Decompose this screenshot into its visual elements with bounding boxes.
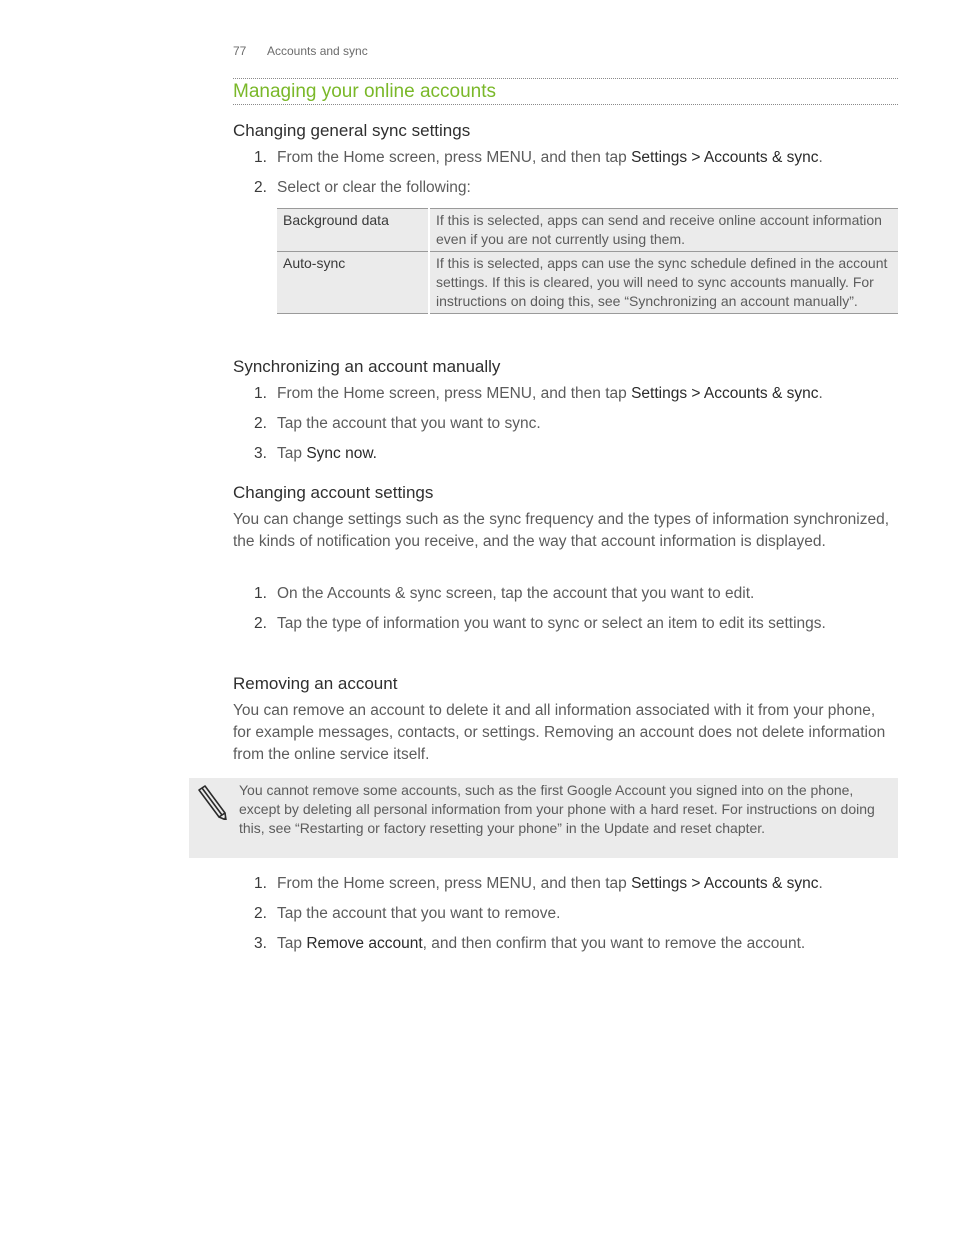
pencil-icon (195, 784, 229, 820)
step-number: 1. (254, 875, 267, 892)
step-item: 2. Select or clear the following: (254, 177, 894, 199)
sync-options-table (277, 208, 898, 314)
chapter-name: Accounts and sync (267, 44, 368, 58)
heading-manual-sync: Synchronizing an account manually (233, 357, 501, 376)
step-item: 2. Tap the account that you want to remove. (254, 903, 894, 925)
table-row (277, 209, 898, 252)
step-number: 1. (254, 385, 267, 402)
option-description: If this is selected, apps can use the sync schedule defined in the account settings. If this is cleared, you will need to sync accounts manually. For instructions on doing this, see “Synchronizing an account manually”. (429, 252, 898, 314)
step-number: 2. (254, 415, 267, 432)
steps-manual-sync (254, 383, 894, 473)
step-number: 2. (254, 615, 267, 632)
ui-label: Settings > Accounts & sync (631, 149, 819, 166)
top-dotted-rule (233, 78, 898, 79)
step-item: 3. Tap Remove account, and then confirm that you want to remove the account. (254, 933, 894, 955)
steps-remove-account (254, 873, 894, 963)
step-item: 2. Tap the type of information you want to sync or select an item to edit its settings. (254, 613, 894, 635)
ui-label: Remove account (306, 935, 423, 952)
note-text: You cannot remove some accounts, such as the first Google Account you signed into on the phone, except by deleting all personal information from your phone with a hard reset. For instructions on doing this, see “Restarting or factory resetting your phone” in the Update and reset chapter. (239, 782, 875, 836)
remove-account-intro: You can remove an account to delete it and all information associated with it from your phone, for example messages, contacts, or settings. Removing an account does not delete information from the online service itself. (233, 702, 886, 763)
heading-account-settings: Changing account settings (233, 483, 434, 502)
step-number: 1. (254, 149, 267, 166)
table-row (277, 252, 898, 314)
step-item: 2. Tap the account that you want to sync. (254, 413, 894, 435)
step-item: 1. From the Home screen, press MENU, and then tap Settings > Accounts & sync. (254, 147, 894, 169)
steps-general-sync (254, 147, 894, 207)
option-description: If this is selected, apps can send and receive online account information even if you are not currently using them. (429, 209, 898, 252)
step-number: 2. (254, 179, 267, 196)
ui-label: Sync now. (306, 445, 377, 462)
step-number: 3. (254, 445, 267, 462)
bottom-dotted-rule (233, 104, 898, 105)
heading-remove-account: Removing an account (233, 674, 398, 693)
account-settings-intro: You can change settings such as the sync frequency and the types of information synchronized, the kinds of notification you receive, and the way that account information is displayed. (233, 511, 889, 550)
note-box (189, 778, 898, 858)
step-number: 2. (254, 905, 267, 922)
step-number: 3. (254, 935, 267, 952)
page-header (233, 44, 368, 58)
step-item: 3. Tap Sync now. (254, 443, 894, 465)
section-title: Managing your online accounts (233, 81, 497, 102)
option-name: Background data (277, 209, 429, 252)
ui-label: Settings > Accounts & sync (631, 385, 819, 402)
step-item: 1. On the Accounts & sync screen, tap the account that you want to edit. (254, 583, 894, 605)
step-item: 1. From the Home screen, press MENU, and then tap Settings > Accounts & sync. (254, 873, 894, 895)
option-name: Auto-sync (277, 252, 429, 314)
page-number: 77 (233, 44, 247, 58)
step-number: 1. (254, 585, 267, 602)
heading-general-sync: Changing general sync settings (233, 121, 471, 140)
step-item: 1. From the Home screen, press MENU, and then tap Settings > Accounts & sync. (254, 383, 894, 405)
ui-label: Settings > Accounts & sync (631, 875, 819, 892)
steps-account-settings (254, 583, 894, 643)
